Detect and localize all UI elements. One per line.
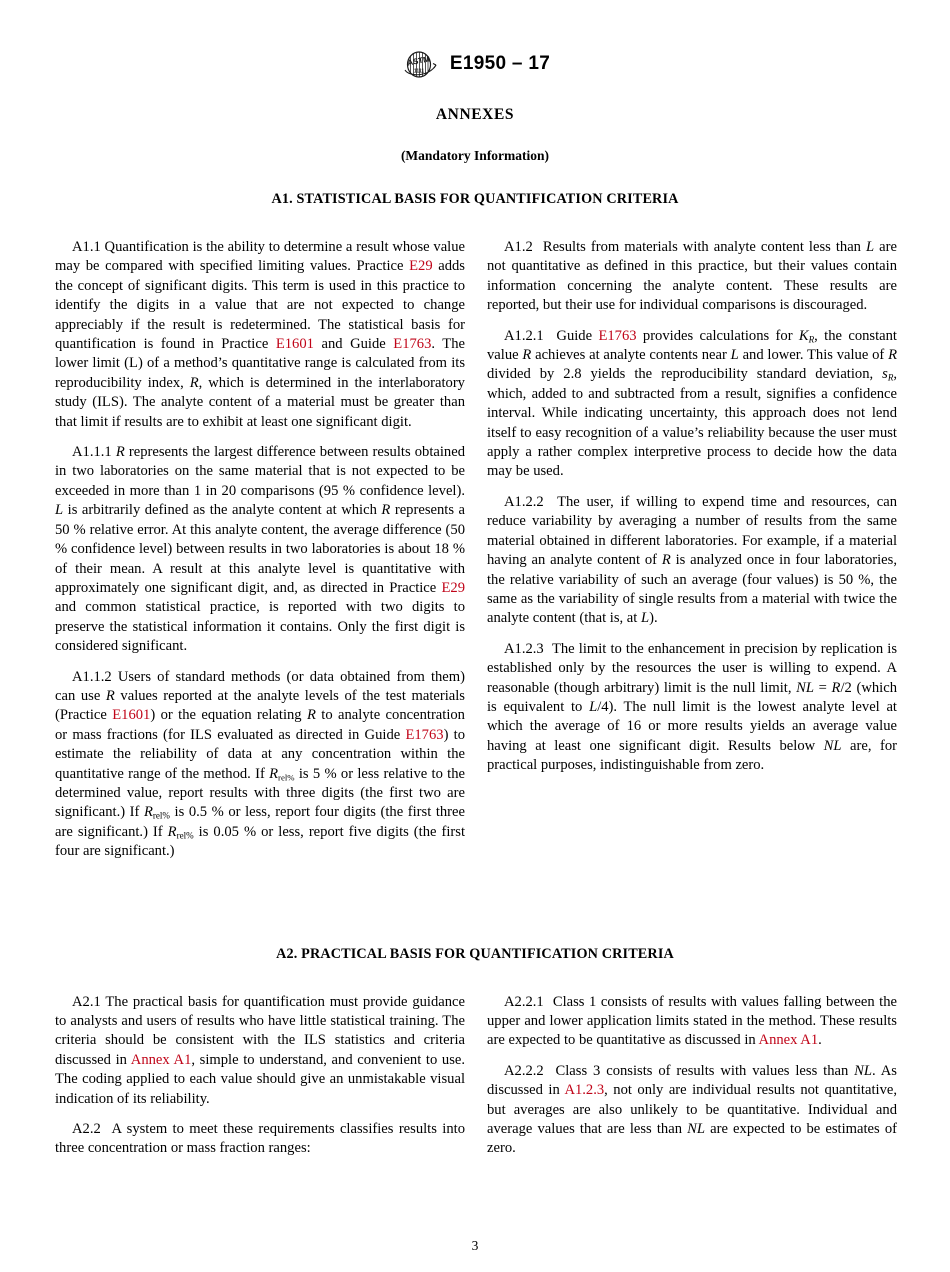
annex-a2-columns [0, 993, 950, 1159]
link-e29[interactable]: E29 [409, 258, 433, 275]
mandatory-information-label: (Mandatory Information) [400, 148, 550, 163]
link-annex-a1-2[interactable]: Annex A1 [758, 1032, 819, 1049]
annex-a1-heading: A1. STATISTICAL BASIS FOR QUANTIFICATION CRITERIA [271, 191, 679, 207]
paragraph-a1-1-2: A1.1.2 Users of standard methods (or data obtained from them) can use R values reported at the analyte levels of the test materials (Practice E1601) or the equation relating R to analyte concentration or mass fractions (for ILS evaluated as directed in Guide E1763) to estimate the reliability of data at any concentration within the quantitative range of the method. If $R_{rel\%}$ is 5 % or less relative to the determined value, report results with three digits (the first two are significant.) If $R_{rel\%}$ is 0.5 % or less, report four digits (the first three are significant.) If $R_{rel\%}$ is 0.05 % or less, report five digits (the first four are significant.) [55, 668, 466, 860]
link-e1601[interactable]: E1601 [275, 336, 314, 353]
svg-text:1111: 1111 [413, 68, 425, 74]
link-e1763-2[interactable]: E1763 [405, 726, 444, 743]
link-annex-a1[interactable]: Annex A1 [130, 1051, 192, 1068]
link-e1763-3[interactable]: E1763 [598, 327, 637, 344]
annex-a1-left-column [55, 238, 465, 862]
paragraph-a2-2-1: A2.2.1 Class 1 consists of results with values falling between the upper and lower application limits stated in the method. These results are expected to be quantitative as discussed in Annex A1. [487, 993, 897, 1049]
link-e1601-2[interactable]: E1601 [112, 707, 151, 724]
annex-a1-right-column [487, 238, 897, 862]
paragraph-a2-1: A2.1 The practical basis for quantification must provide guidance to analysts and users of results who have little statistical training. The criteria should be consistent with the ILS statistics and criteria discussed in Annex A1, simple to understand, and convenient to use. The coding applied to each value should give an unmistakable visual indication of its reliability. [55, 993, 466, 1107]
annex-a2-heading: A2. PRACTICAL BASIS FOR QUANTIFICATION CRITERIA [276, 945, 674, 962]
annexes-heading: ANNEXES [435, 106, 515, 123]
link-e29-2[interactable]: E29 [441, 579, 465, 596]
link-e1763[interactable]: E1763 [393, 336, 432, 353]
paragraph-a1-1: A1.1 Quantification is the ability to determine a result whose value may be compared with specified limiting values. Practice E29 adds the concept of significant digits. This term is used in this practice to identify the digits in a value that are not expected to change appreciably if the result is redetermined. The statistical basis for quantification is found in Practice E1601 and Guide E1763. The lower limit (L) of a method’s quantitative range is calculated from its reproducibility index, R, which is determined in the interlaboratory study (ILS). The analyte content of a material must be greater than that limit if results are to exhibit at least one significant digit. [55, 239, 465, 430]
astm-logo-icon [400, 50, 440, 79]
annex-a1-columns [0, 238, 950, 862]
page-number: 3 [471, 1238, 479, 1253]
link-a1-2-3[interactable]: A1.2.3 [564, 1082, 605, 1099]
paragraph-a2-2: A2.2 A system to meet these requirements classifies results into three concentration or mass fraction ranges: [55, 1121, 465, 1157]
annex-a2-right-column [487, 993, 897, 1159]
standard-designation: E1950 – 17 [449, 53, 551, 74]
annex-a2-section [0, 946, 950, 1159]
annex-a2-left-column [55, 993, 465, 1159]
paragraph-a1-2: A1.2 Results from materials with analyte content less than L are not quantitative as defined in this practice, but their values contain information concerning the analyte content. These results are reported, but their use for individual comparisons is discouraged. [487, 239, 897, 314]
paragraph-a1-1-1: A1.1.1 R represents the largest difference between results obtained in two laboratories on the same material that is not expected to be exceeded in more than 1 in 20 comparisons (95 % confidence level). L is arbitrarily defined as the analyte content at which R represents a 50 % relative error. At this analyte content, the average difference (50 % confidence level) between results in two laboratories is about 18 % of their mean. A result at this analyte level is quantitative with approximately one significant digit, and, as directed in Practice E29 and common statistical practice, is reported with two digits to preserve the statistical information it contains. Only the first digit is considered significant. [55, 444, 465, 655]
paragraph-a1-2-1: A1.2.1 Guide E1763 provides calculations for $K_R$, the constant value R achieves at analyte contents near L and lower. This value of R divided by 2.8 yields the reproducibility standard deviation, $s_R$, which, added to and subtracted from a result, signifies a confidence interval. While indicating uncertainty, this approach does not lend itself to easy recognition of a value’s reliability because the user must apply a rather complex interpretive process to decide how the data may be used. [487, 327, 897, 480]
paragraph-a1-2-2: A1.2.2 The user, if willing to expend time and resources, can reduce variability by averaging a number of results from the same material obtained in different laboratories. For example, if a material having an analyte content of R is analyzed once in four laboratories, the relative variability of such an average (four values) is 50 %, the same as the variability of single results from a material with twice the analyte content (that is, at L). [487, 493, 897, 627]
svg-text:ASTM: ASTM [406, 53, 431, 68]
paragraph-a1-2-3: A1.2.3 The limit to the enhancement in precision by replication is established only by the resources the user is willing to expend. A reasonable (though arbitrary) limit is the null limit, NL = R/2 (which is equivalent to L/4). The null limit is the lowest analyte level at which the average of 16 or more results yields an average value having at least one significant digit. Results below NL are, for practical purposes, indistinguishable from zero. [487, 640, 897, 774]
running-head [0, 0, 950, 82]
paragraph-a2-2-2: A2.2.2 Class 3 consists of results with values less than NL. As discussed in A1.2.3, not only are individual results not quantitative, but averages are also unlikely to be quantitative. Individual and average values that are less than NL are expected to be estimates of zero. [487, 1062, 897, 1157]
